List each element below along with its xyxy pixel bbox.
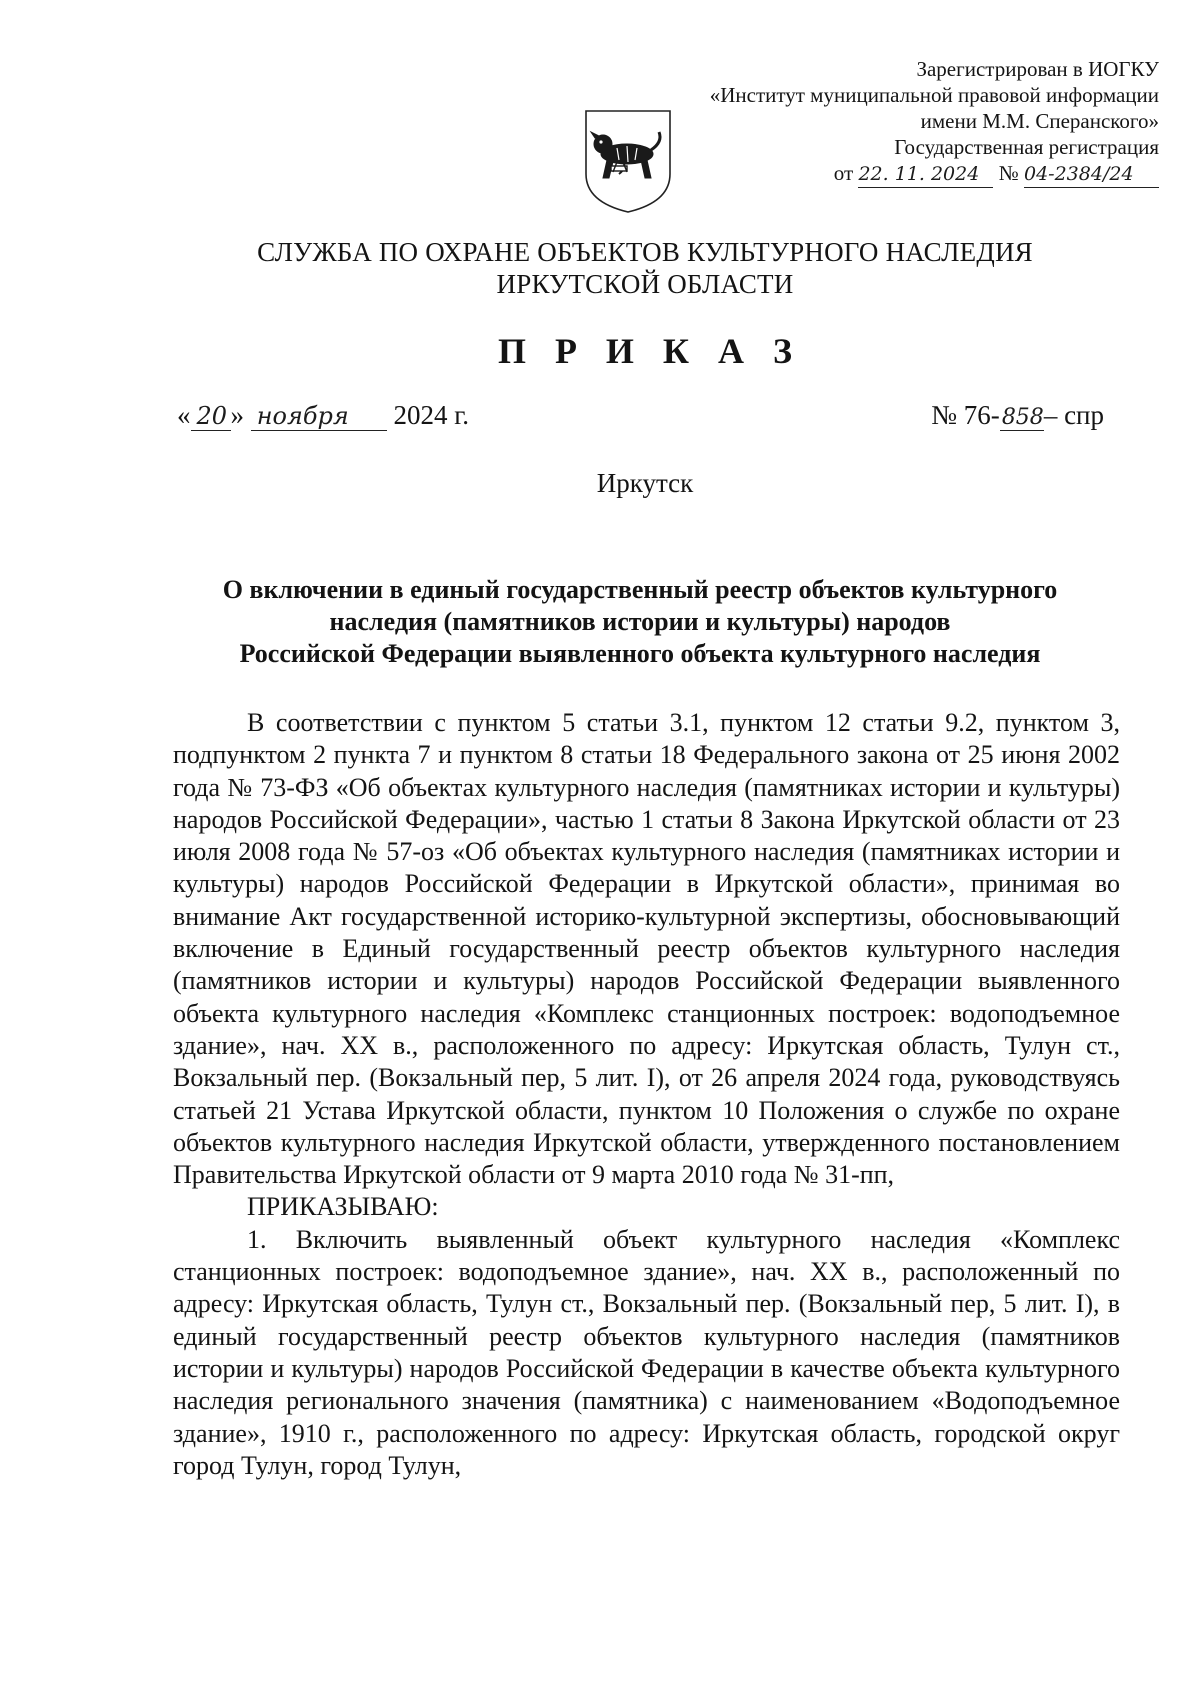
- preamble-paragraph: В соответствии с пунктом 5 статьи 3.1, пунктом 12 статьи 9.2, пунктом 3, подпунктом 2 пункта 7 и пунктом 8 статьи 18 Федерального закона от 25 июня 2002 года № 73-ФЗ «Об объектах культурного наследия (памятниках истории и культуры) народов Российской Федерации», частью 1 статьи 8 Закона Иркутской области от 23 июля 2008 года № 57-оз «Об объектах культурного наследия (памятниках истории и культуры) народов Российской Федерации в Иркутской области», принимая во внимание Акт государственной историко-культурной экспертизы, обосновывающий включение в Единый государственный реестр объектов культурного наследия (памятников истории и культуры) народов Российской Федерации выявленного объекта культурного наследия «Комплекс станционных построек: водоподъемное здание», нач. XX в., расположенного по адресу: Иркутская область, Тулун ст., Вокзальный пер. (Вокзальный пер, 5 лит. I), от 26 апреля 2024 года, руководствуясь статьей 21 Устава Иркутской области, пунктом 10 Положения о службе по охране объектов культурного наследия Иркутской области, утвержденного постановлением Правительства Иркутской области от 9 марта 2010 года № 31-пп,: [173, 708, 1120, 1190]
- registration-number-prefix: №: [998, 161, 1019, 185]
- order-date: [177, 400, 469, 431]
- heading-line-3: Российской Федерации выявленного объекта культурного наследия: [239, 639, 1041, 668]
- document-body: [173, 707, 1120, 1482]
- registration-date-line: [710, 160, 1159, 188]
- order-number-suffix: – спр: [1043, 400, 1104, 430]
- registration-line-3: имени М.М. Сперанского»: [920, 109, 1159, 133]
- organization-line-1: СЛУЖБА ПО ОХРАНЕ ОБЪЕКТОВ КУЛЬТУРНОГО НАСЛЕДИЯ: [257, 237, 1033, 267]
- item-1-paragraph: 1. Включить выявленный объект культурного наследия «Комплекс станционных построек: водоподъемное здание», нач. XX в., расположенный по адресу: Иркутская область, Тулун ст., Вокзальный пер. (Вокзальный пер, 5 лит. I), в единый государственный реестр объектов культурного наследия (памятников истории и культуры) народов Российской Федерации в качестве объекта культурного наследия регионального значения (памятника) с наименованием «Водоподъемное здание», 1910 г., расположенного по адресу: Иркутская область, городской округ город Тулун, город Тулун,: [173, 1224, 1120, 1480]
- order-date-day: 20: [191, 402, 231, 431]
- order-date-month: ноября: [251, 402, 387, 431]
- order-number: [931, 400, 1104, 431]
- registration-date-prefix: от: [833, 161, 854, 185]
- order-number-value: 858: [1001, 405, 1044, 430]
- organization-name: [0, 236, 1200, 300]
- coat-of-arms-icon: [583, 108, 673, 214]
- registration-line-2: «Институт муниципальной правовой информации: [709, 83, 1159, 107]
- organization-line-2: ИРКУТСКОЙ ОБЛАСТИ: [496, 269, 794, 299]
- city-name: Иркутск: [596, 468, 694, 498]
- order-date-open-quote: «: [177, 400, 191, 430]
- document-heading: [160, 574, 1120, 670]
- order-date-close-quote: »: [230, 400, 244, 430]
- registration-date-value: 22. 11. 2024: [858, 161, 993, 188]
- registration-block: [710, 56, 1159, 188]
- registration-line-1: Зарегистрирован в ИОГКУ: [916, 57, 1159, 81]
- registration-line-4: Государственная регистрация: [894, 135, 1159, 159]
- order-directive: ПРИКАЗЫВАЮ:: [247, 1192, 439, 1222]
- heading-line-1: О включении в единый государственный реестр объектов культурного: [222, 575, 1058, 604]
- registration-number-value: 04-2384/24: [1024, 161, 1159, 188]
- order-number-prefix: № 76-: [931, 400, 1000, 430]
- order-title: П Р И К А З: [497, 331, 803, 371]
- heading-line-2: наследия (памятников истории и культуры) народов: [329, 607, 951, 636]
- order-date-year: 2024 г.: [393, 400, 470, 430]
